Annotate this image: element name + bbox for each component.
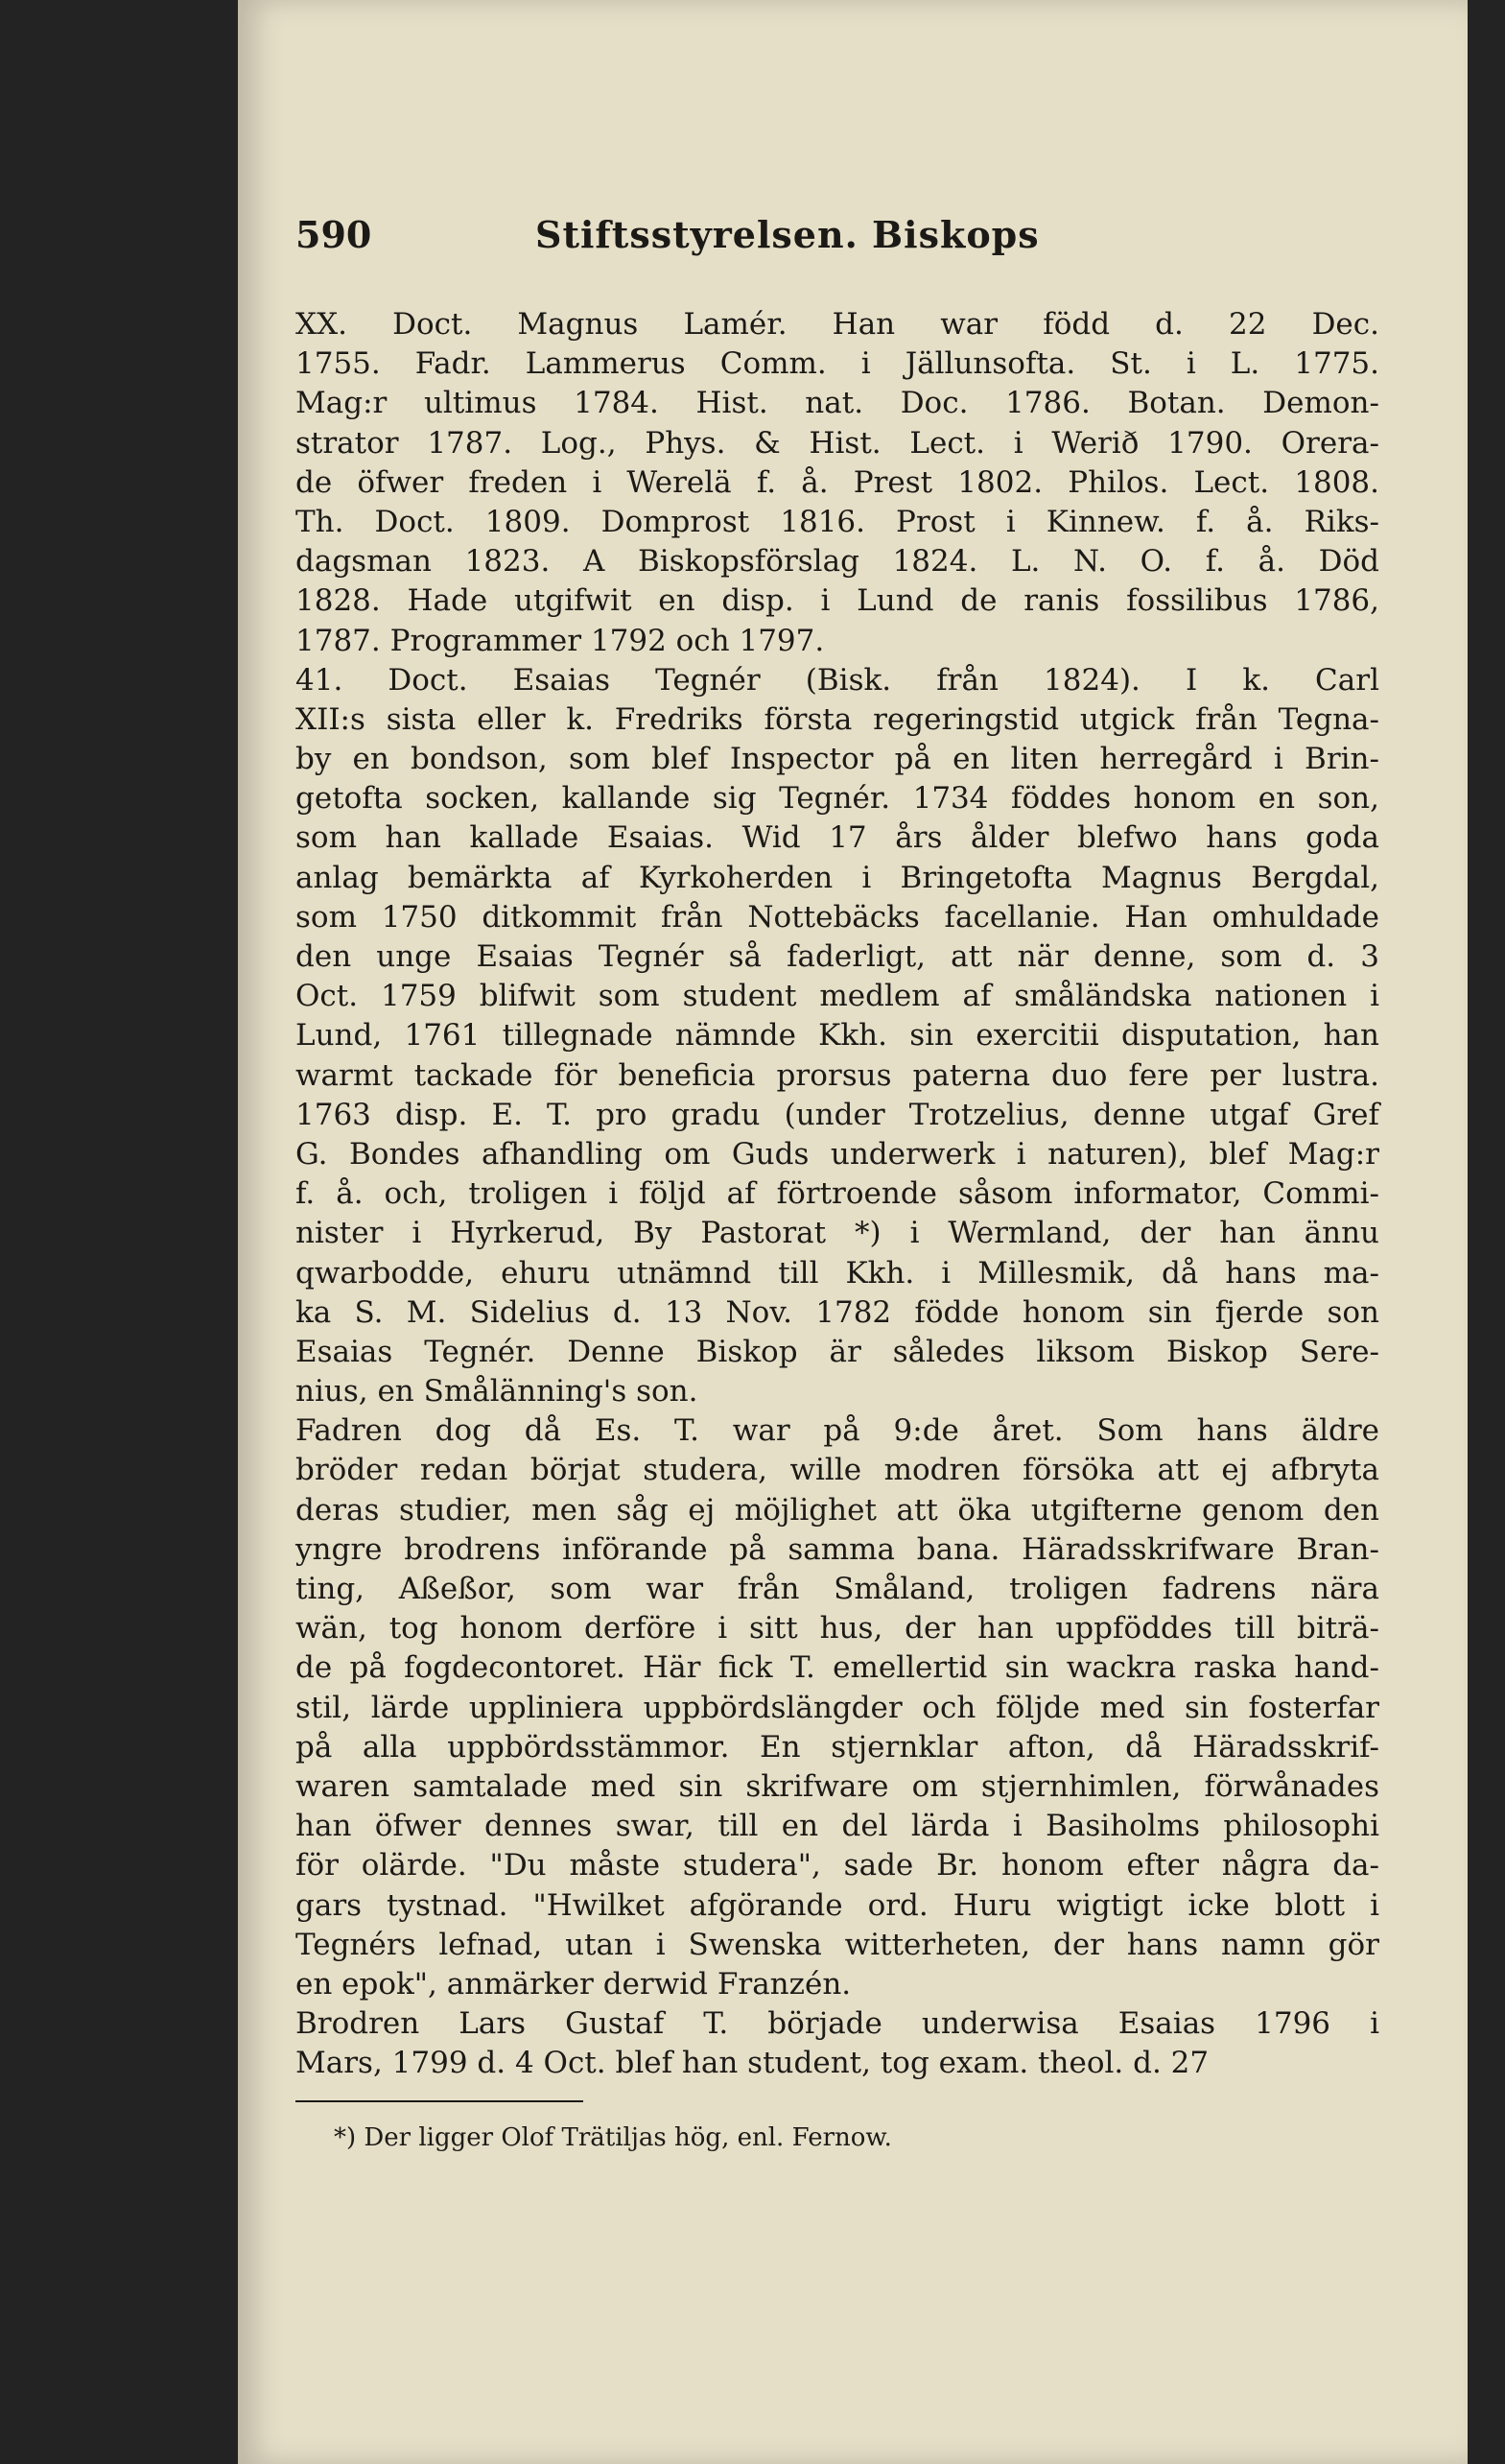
body-line: getofta socken, kallande sig Tegnér. 1734 föddes honom en son, xyxy=(295,781,1379,817)
body-line: de på fogdecontoret. Här fick T. emellertid sin wackra raska hand- xyxy=(295,1650,1379,1686)
page-content xyxy=(295,213,1379,2154)
body-line: den unge Esaias Tegnér så faderligt, att när denne, som d. 3 xyxy=(295,939,1379,974)
body-line: Fadren dog då Es. T. war på 9:de året. Som hans äldre xyxy=(295,1413,1379,1449)
body-line: Esaias Tegnér. Denne Biskop är således liksom Biskop Sere- xyxy=(295,1334,1379,1369)
body-line: deras studier, men såg ej möjlighet att öka utgifterne genom den xyxy=(295,1492,1379,1528)
body-line: yngre brodrens införande på samma bana. Häradsskrifware Bran- xyxy=(295,1531,1379,1567)
body-line: 1755. Fadr. Lammerus Comm. i Jällunsofta. St. i L. 1775. xyxy=(295,346,1379,382)
body-line: en epok", anmärker derwid Franzén. xyxy=(295,1966,852,2002)
body-line: 1787. Programmer 1792 och 1797. xyxy=(295,623,825,658)
body-line: ka S. M. Sidelius d. 13 Nov. 1782 födde honom sin fjerde son xyxy=(295,1294,1379,1330)
footnote-rule xyxy=(295,2100,583,2102)
body-text xyxy=(295,305,1379,2083)
body-line: för olärde. "Du måste studera", sade Br. honom efter några da- xyxy=(295,1848,1379,1884)
body-line: Oct. 1759 blifwit som student medlem af småländska nationen i xyxy=(295,979,1379,1014)
body-line: Mag:r ultimus 1784. Hist. nat. Doc. 1786. Botan. Demon- xyxy=(295,386,1379,421)
body-line: by en bondson, som blef Inspector på en liten herregård i Brin- xyxy=(295,742,1379,777)
body-line: XX. Doct. Magnus Lamér. Han war född d. 22 Dec. xyxy=(295,307,1379,342)
running-head: Stiftsstyrelsen. Biskops xyxy=(535,213,1040,256)
body-line: anlag bemärkta af Kyrkoherden i Bringetofta Magnus Bergdal, xyxy=(295,860,1379,895)
body-line: de öfwer freden i Werelä f. å. Prest 1802. Philos. Lect. 1808. xyxy=(295,464,1379,500)
body-line: 41. Doct. Esaias Tegnér (Bisk. från 1824). I k. Carl xyxy=(295,662,1379,698)
body-line: f. å. och, troligen i följd af förtroende såsom informator, Commi- xyxy=(295,1176,1379,1212)
body-line: som han kallade Esaias. Wid 17 års ålder blefwo hans goda xyxy=(295,820,1379,856)
body-line: 1763 disp. E. T. pro gradu (under Trotzelius, denne utgaf Gref xyxy=(295,1097,1379,1132)
body-line: Brodren Lars Gustaf T. började underwisa Esaias 1796 i xyxy=(295,2006,1379,2042)
body-line: G. Bondes afhandling om Guds underwerk i naturen), blef Mag:r xyxy=(295,1136,1379,1172)
body-line: dagsman 1823. A Biskopsförslag 1824. L. N. O. f. å. Död xyxy=(295,544,1379,580)
body-line: nister i Hyrkerud, By Pastorat *) i Wermland, der han ännu xyxy=(295,1216,1379,1251)
body-line: wän, tog honom derföre i sitt hus, der han uppföddes till biträ- xyxy=(295,1611,1379,1647)
body-line: ting, Aßeßor, som war från Småland, troligen fadrens nära xyxy=(295,1572,1379,1606)
body-line: Mars, 1799 d. 4 Oct. blef han student, tog exam. theol. d. 27 xyxy=(295,2046,1210,2081)
page-number: 590 xyxy=(295,213,372,256)
body-line: Th. Doct. 1809. Domprost 1816. Prost i Kinnew. f. å. Riks- xyxy=(295,504,1379,539)
body-line: bröder redan börjat studera, wille modren försöka att ej afbryta xyxy=(295,1453,1379,1488)
page-header xyxy=(295,213,1379,271)
body-line: gars tystnad. "Hwilket afgörande ord. Huru wigtigt icke blott i xyxy=(295,1887,1379,1923)
body-line: Lund, 1761 tillegnade nämnde Kkh. sin exercitii disputation, han xyxy=(295,1018,1379,1054)
body-line: Tegnérs lefnad, utan i Swenska witterheten, der hans namn gör xyxy=(295,1927,1379,1962)
body-line: warmt tackade för beneficia prorsus paterna duo fere per lustra. xyxy=(295,1057,1379,1093)
body-line: XII:s sista eller k. Fredriks första regeringstid utgick från Tegna- xyxy=(295,701,1379,737)
body-line: waren samtalade med sin skrifware om stjernhimlen, förwånades xyxy=(295,1768,1379,1804)
body-line: stil, lärde uppliniera uppbördslängder och följde med sin fosterfar xyxy=(295,1690,1379,1725)
footnote: *) Der ligger Olof Trätiljas hög, enl. Fernow. xyxy=(334,2123,892,2153)
body-line: strator 1787. Log., Phys. & Hist. Lect. i Werið 1790. Orera- xyxy=(295,425,1379,461)
body-line: qwarbodde, ehuru utnämnd till Kkh. i Millesmik, då hans ma- xyxy=(295,1255,1379,1291)
book-page xyxy=(238,0,1468,2464)
body-line: på alla uppbördsstämmor. En stjernklar afton, då Häradsskrif- xyxy=(295,1729,1379,1765)
body-line: 1828. Hade utgifwit en disp. i Lund de ranis fossilibus 1786, xyxy=(295,583,1379,619)
body-line: han öfwer dennes swar, till en del lärda i Basiholms philosophi xyxy=(295,1809,1379,1844)
body-line: nius, en Smålänning's son. xyxy=(295,1374,698,1410)
body-line: som 1750 ditkommit från Nottebäcks facellanie. Han omhuldade xyxy=(295,899,1379,935)
